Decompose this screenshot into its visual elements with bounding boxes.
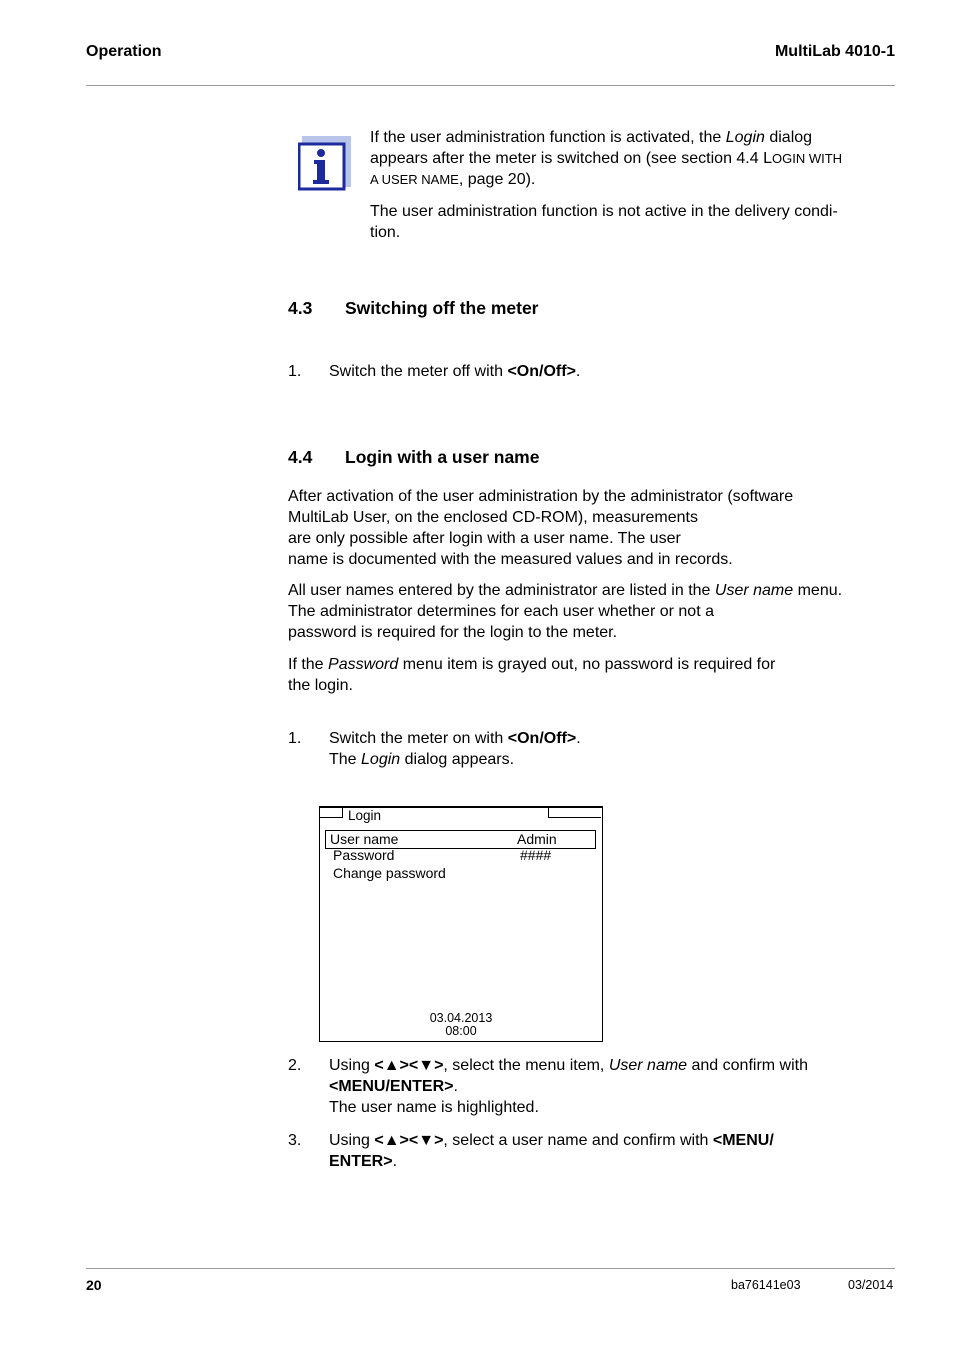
menu-item-change-password[interactable]: Change password [333, 865, 446, 881]
login-dialog-title: Login [348, 808, 382, 823]
page-number: 20 [86, 1277, 102, 1293]
header-product-name: MultiLab 4010-1 [774, 43, 895, 60]
section-4-4-paragraph-2: All user names entered by the administrator are listed in the User name menu. The administrator determines for each user whether or not a password is required for the login to the meter. [288, 582, 843, 641]
document-date: 03/2014 [848, 1278, 894, 1292]
info-note-text: If the user administration function is activated, the Login dialog appears after the meter is switched on (see section 4.4 LOGIN WITH A USER NAME, page 20). The user administration function is not active in the delivery condi- tion. [370, 129, 843, 241]
header-section-title: Operation [86, 43, 162, 60]
status-date: 03.04.2013 [429, 1011, 493, 1025]
section-heading-4-3: 4.3 Switching off the meter [288, 298, 539, 318]
menu-item-password[interactable]: Password #### [333, 847, 552, 863]
title-tab-right [548, 808, 601, 818]
section-4-4-paragraph-1: After activation of the user administration by the administrator (software MultiLab User, on the enclosed CD-ROM), measurements are only possible after login with a user name. The user name is documented with the measured values and in records. [288, 488, 794, 568]
footer-divider [86, 1268, 895, 1269]
info-icon [298, 136, 351, 191]
header-divider [86, 85, 895, 86]
section-heading-4-4: 4.4 Login with a user name [288, 447, 540, 467]
title-tab-left [320, 808, 343, 818]
menu-item-user-name[interactable]: User name Admin [325, 830, 596, 849]
login-dialog-screenshot [319, 806, 603, 1042]
document-number: ba76141e03 [731, 1278, 801, 1292]
section-4-4-paragraph-3: If the Password menu item is grayed out, no password is required for the login. [288, 656, 776, 694]
status-time: 08:00 [445, 1024, 477, 1038]
